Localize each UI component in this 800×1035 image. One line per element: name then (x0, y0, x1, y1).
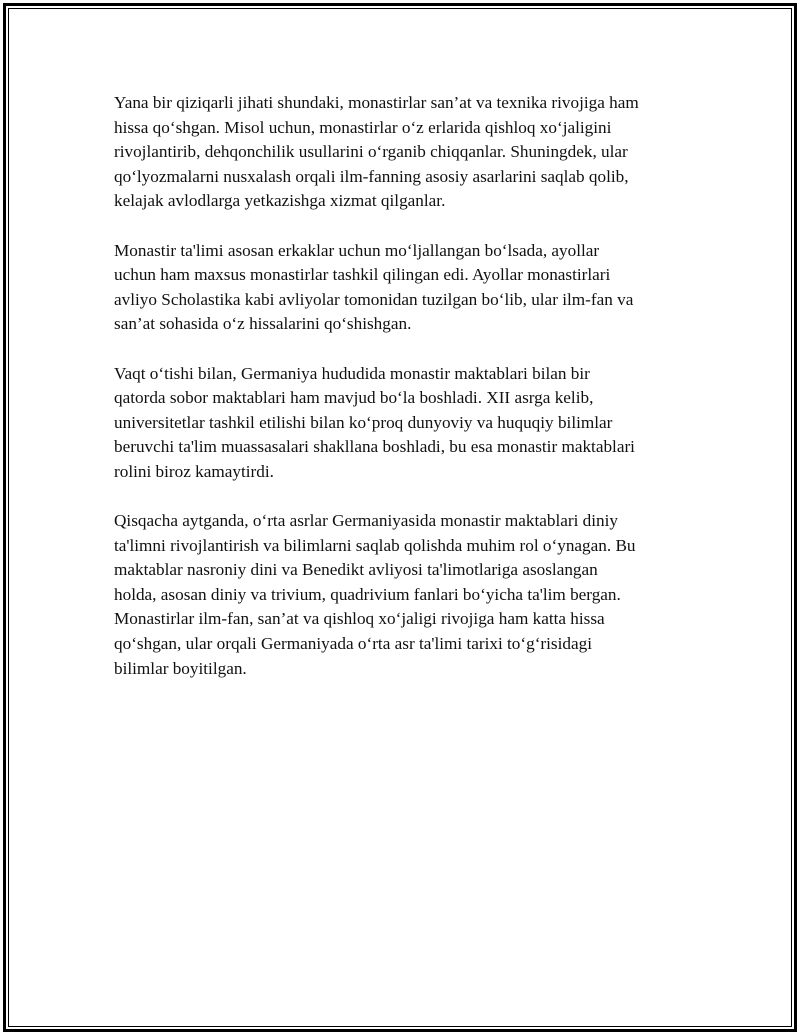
text-line: Vaqt o‘tishi bilan, Germaniya hududida monastir maktablari bilan bir (114, 363, 590, 383)
paragraph-1 (114, 91, 694, 214)
text-line: Yana bir qiziqarli jihati shundaki, monastirlar san’at va texnika rivojiga ham (114, 93, 639, 112)
text-line: san’at sohasida o‘z hissalarini qo‘shishgan. (114, 314, 412, 334)
text-line: Monastir ta'limi asosan erkaklar uchun mo‘ljallangan bo‘lsada, ayollar (114, 240, 600, 260)
text-line: avliyo Scholastika kabi avliyolar tomonidan tuzilgan bo‘lib, ular ilm-fan va (114, 289, 634, 309)
paragraph-3 (114, 362, 694, 485)
text-line: rivojlantirib, dehqonchilik usullarini o‘rganib chiqqanlar. Shuningdek, ular (114, 142, 628, 162)
text-line: ta'limni rivojlantirish va bilimlarni saqlab qolishda muhim rol o‘ynagan. Bu (114, 535, 636, 555)
text-line: beruvchi ta'lim muassasalari shakllana boshladi, bu esa monastir maktablari (114, 437, 635, 457)
text-line: qo‘shgan, ular orqali Germaniyada o‘rta asr ta'limi tarixi to‘g‘risidagi (114, 634, 592, 654)
document-body (114, 91, 694, 706)
text-line: bilimlar boyitilgan. (114, 658, 247, 678)
text-line: kelajak avlodlarga yetkazishga xizmat qilganlar. (114, 191, 446, 211)
text-line: maktablar nasroniy dini va Benedikt avliyosi ta'limotlariga asoslangan (114, 560, 598, 580)
paragraph-2 (114, 239, 694, 337)
text-line: rolini biroz kamaytirdi. (114, 461, 274, 481)
text-line: hissa qo‘shgan. Misol uchun, monastirlar o‘z erlarida qishloq xo‘jaligini (114, 117, 612, 137)
text-line: qo‘lyozmalarni nusxalash orqali ilm-fanning asosiy asarlarini saqlab qolib, (114, 166, 629, 186)
text-line: uchun ham maxsus monastirlar tashkil qilingan edi. Ayollar monastirlari (114, 265, 611, 285)
text-line: qatorda sobor maktablari ham mavjud bo‘la boshladi. XII asrga kelib, (114, 388, 594, 408)
text-line: holda, asosan diniy va trivium, quadrivium fanlari bo‘yicha ta'lim bergan. (114, 584, 621, 604)
text-line: Qisqacha aytganda, o‘rta asrlar Germaniyasida monastir maktablari diniy (114, 511, 618, 531)
text-line: universitetlar tashkil etilishi bilan ko‘proq dunyoviy va huquqiy bilimlar (114, 412, 613, 432)
paragraph-4 (114, 509, 694, 681)
text-line: Monastirlar ilm-fan, san’at va qishloq xo‘jaligi rivojiga ham katta hissa (114, 609, 605, 629)
